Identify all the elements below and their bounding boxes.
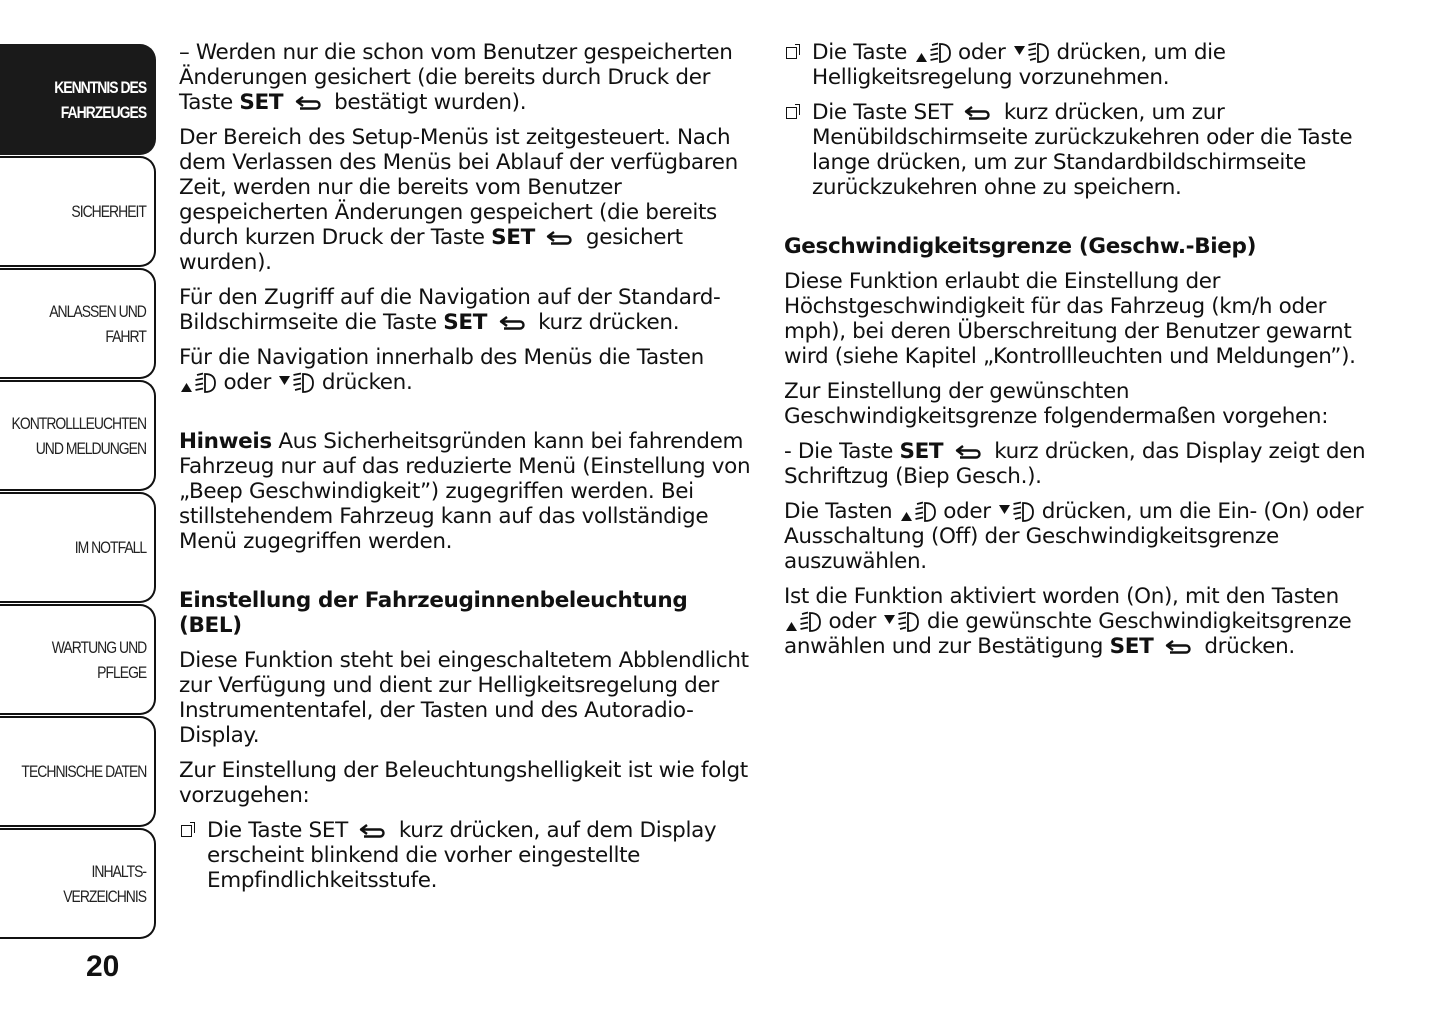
sidebar-tab-wartung[interactable] — [0, 604, 156, 715]
lamp-down-icon — [278, 372, 314, 394]
lamp-up-icon — [915, 42, 951, 64]
return-icon — [1164, 639, 1194, 655]
checkbox-bullet-icon — [786, 107, 797, 119]
set-key-label: SET — [1109, 634, 1154, 659]
return-icon — [498, 315, 528, 331]
paragraph-saved-changes: – Werden nur die schon vom Benutzer gespeicherten Änderungen gesichert (die bereits durch Druck der Taste SET bestätigt wurden). — [179, 40, 733, 115]
paragraph-menu-navigation: Für die Navigation innerhalb des Menüs die Tasten oder drücken. — [179, 345, 704, 395]
tab-label-line1: IM NOTFALL — [74, 538, 146, 557]
paragraph-speed-step-select: Ist die Funktion aktiviert worden (On), mit den Tasten oder die gewünschte Geschwindigkeitsgrenze anwählen und zur Bestätigung SET drücken. — [784, 584, 1352, 659]
hint-label: Hinweis — [179, 429, 272, 454]
lamp-up-icon — [900, 501, 936, 523]
lamp-down-icon — [883, 611, 919, 633]
sidebar-tab-inhaltsverzeichnis[interactable] — [0, 828, 156, 939]
checkbox-bullet-icon — [786, 47, 797, 59]
paragraph-timeout: Der Bereich des Setup-Menüs ist zeitgesteuert. Nach dem Verlassen des Menüs bei Ablauf der verfügbaren Zeit, werden nur die bereits vom Benutzer gespeicherten Änderungen gespeichert (die bereits durch kurzen Druck der Taste SET gesichert wurden). — [179, 125, 738, 275]
right-column — [784, 40, 1384, 669]
tab-label-line2: FAHRZEUGES — [60, 102, 146, 122]
tab-label-line1: KONTROLLLEUCHTEN — [11, 413, 146, 433]
heading-bel: Einstellung der Fahrzeuginnenbeleuchtung (BEL) — [179, 588, 688, 638]
lamp-down-icon — [998, 501, 1034, 523]
tab-label-line2: PFLEGE — [96, 662, 146, 682]
tab-label-line2: VERZEICHNIS — [63, 886, 146, 906]
tab-label-line1: TECHNISCHE DATEN — [21, 762, 146, 781]
lamp-up-icon — [785, 611, 821, 633]
checkbox-bullet-icon — [181, 825, 192, 837]
sidebar-tab-kontrollleuchten[interactable] — [0, 380, 156, 491]
tab-label-line1: SICHERHEIT — [71, 202, 146, 221]
sidebar-tab-sicherheit[interactable] — [0, 156, 156, 267]
set-key-label: SET — [239, 90, 284, 115]
paragraph-speed-description: Diese Funktion erlaubt die Einstellung der Höchstgeschwindigkeit für das Fahrzeug (km/h oder mph), bei deren Überschreitung der Benutzer gewarnt wird (siehe Kapitel „Kontrollleuchten und Meldungen”). — [784, 269, 1356, 369]
sidebar-tab-technische-daten[interactable] — [0, 716, 156, 827]
return-icon — [294, 95, 324, 111]
lamp-down-icon — [1013, 42, 1049, 64]
bullet-item: Die Taste SET kurz drücken, um zur Menübildschirmseite zurückzukehren oder die Taste lange drücken, um zur Standardbildschirmseite zurückzukehren ohne zu speichern. — [784, 100, 1384, 200]
tab-label-line1: WARTUNG UND — [51, 637, 146, 657]
paragraph-navigation-access: Für den Zugriff auf die Navigation auf der Standard-Bildschirmseite die Taste SET kurz drücken. — [179, 285, 721, 335]
return-icon — [963, 105, 993, 121]
set-key-label: SET — [443, 310, 488, 335]
page-number: 20 — [86, 950, 120, 983]
heading-speed-limit: Geschwindigkeitsgrenze (Geschw.-Biep) — [784, 234, 1257, 259]
tab-label-line2: UND MELDUNGEN — [35, 438, 146, 458]
sidebar-tab-anlassen[interactable] — [0, 268, 156, 379]
tab-label-line2: FAHRT — [105, 326, 146, 346]
set-key-label: SET — [491, 225, 535, 250]
bullet-item: Die Taste SET kurz drücken, auf dem Display erscheint blinkend die vorher eingestellte Empfindlichkeitsstufe. — [179, 818, 751, 893]
return-icon — [358, 823, 388, 839]
left-column — [179, 40, 751, 903]
paragraph-speed-step-set: - Die Taste SET kurz drücken, das Display zeigt den Schriftzug (Biep Gesch.). — [784, 439, 1366, 489]
bullet-item: Die Taste oder drücken, um die Helligkeitsregelung vorzunehmen. — [784, 40, 1384, 90]
sidebar-tab-notfall[interactable] — [0, 492, 156, 603]
paragraph-bel-description: Diese Funktion steht bei eingeschaltetem Abblendlicht zur Verfügung und dient zur Helligkeitsregelung der Instrumententafel, der Tasten und des Autoradio-Display. — [179, 648, 749, 748]
paragraph-speed-procedure: Zur Einstellung der gewünschten Geschwindigkeitsgrenze folgendermaßen vorgehen: — [784, 379, 1329, 429]
set-key-label: SET — [899, 439, 944, 464]
lamp-up-icon — [180, 372, 216, 394]
paragraph-speed-step-toggle: Die Tasten oder drücken, um die Ein- (On) oder Ausschaltung (Off) der Geschwindigkeitsgrenze auszuwählen. — [784, 499, 1364, 574]
paragraph-bel-procedure: Zur Einstellung der Beleuchtungshelligkeit ist wie folgt vorzugehen: — [179, 758, 748, 808]
tab-label-line1: INHALTS- — [91, 861, 146, 881]
sidebar-tab-kenntnis[interactable] — [0, 44, 156, 155]
return-icon — [545, 230, 575, 246]
paragraph-hint: Hinweis Aus Sicherheitsgründen kann bei fahrendem Fahrzeug nur auf das reduzierte Menü (Einstellung von „Beep Geschwindigkeit”) zugegriffen werden. Bei stillstehendem Fahrzeug kann auf das vollständige Menü zugegriffen werden. — [179, 429, 751, 554]
tab-label-line1: ANLASSEN UND — [49, 301, 146, 321]
tab-label-line1: KENNTNIS DES — [54, 77, 146, 97]
return-icon — [954, 444, 984, 460]
